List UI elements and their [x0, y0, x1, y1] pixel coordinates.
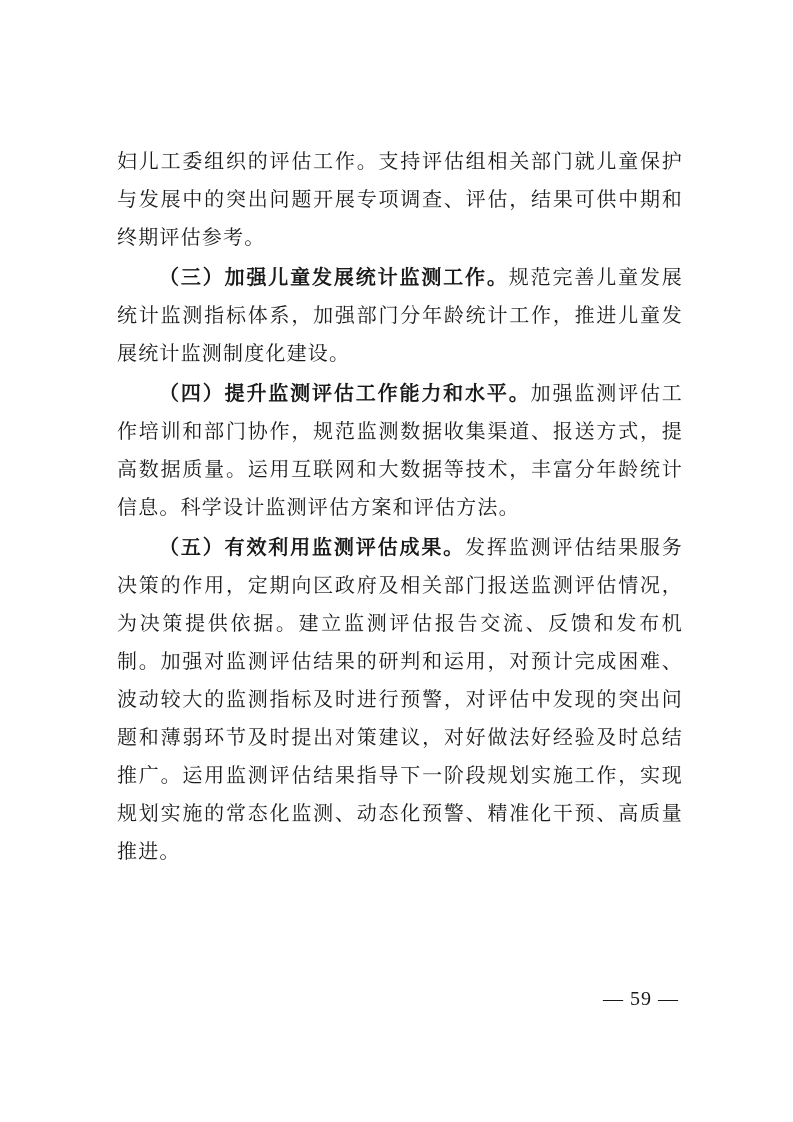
paragraph-section-5: [117, 528, 683, 870]
paragraph-text: 妇儿工委组织的评估工作。支持评估组相关部门就儿童保护与发展中的突出问题开展专项调查、评估，结果可供中期和终期评估参考。: [117, 149, 683, 249]
paragraph-text: 发挥监测评估结果服务决策的作用，定期向区政府及相关部门报送监测评估情况，为决策提供依据。建立监测评估报告交流、反馈和发布机制。加强对监测评估结果的研判和运用，对预计完成困难、波动较大的监测指标及时进行预警，对评估中发现的突出问题和薄弱环节及时提出对策建议，对好做法好经验及时总结推广。运用监测评估结果指导下一阶段规划实施工作，实现规划实施的常态化监测、动态化预警、精准化干预、高质量推进。: [117, 535, 683, 863]
paragraph-text: 加强监测评估工作培训和部门协作，规范监测数据收集渠道、报送方式，提高数据质量。运用互联网和大数据等技术，丰富分年龄统计信息。科学设计监测评估方案和评估方法。: [117, 381, 684, 519]
document-body: [117, 142, 683, 870]
section-heading: （四）提升监测评估工作能力和水平。: [159, 381, 531, 405]
paragraph-section-4: [117, 374, 683, 526]
paragraph-text: 规范完善儿童发展统计监测指标体系，加强部门分年龄统计工作，推进儿童发展统计监测制度化建设。: [117, 265, 683, 365]
section-heading: （五）有效利用监测评估成果。: [159, 535, 466, 559]
section-heading: （三）加强儿童发展统计监测工作。: [159, 265, 509, 289]
paragraph-section-3: [117, 258, 683, 372]
page-number: — 59 —: [603, 988, 679, 1010]
paragraph-continuation: [117, 142, 683, 256]
